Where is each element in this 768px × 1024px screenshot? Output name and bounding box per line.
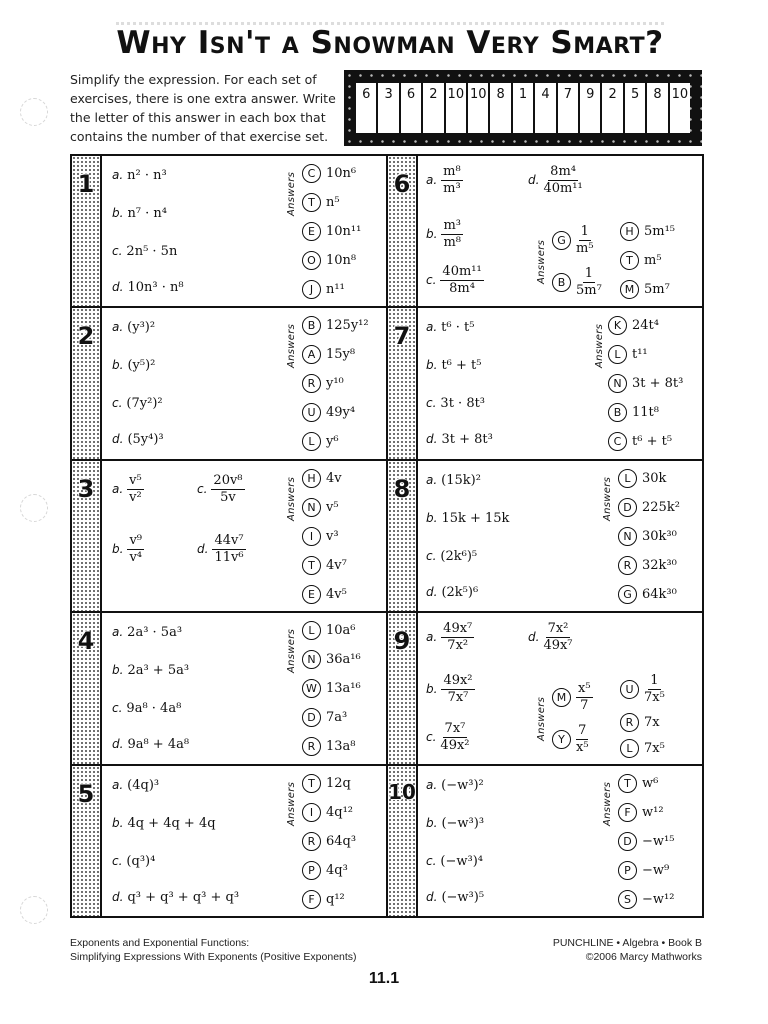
set-number-badge: 9 <box>388 613 418 763</box>
code-box[interactable]: 7 <box>558 83 578 133</box>
code-box[interactable]: 2 <box>602 83 622 133</box>
answers-label: Answers <box>594 324 605 369</box>
answer-choice[interactable]: T 4v⁷ <box>302 556 347 575</box>
answers-label: Answers <box>286 171 297 216</box>
answer-choice[interactable]: C 10n⁶ <box>302 164 356 183</box>
code-box[interactable]: 10 <box>468 83 488 133</box>
footer-publisher <box>553 936 702 964</box>
problem-d: d. 3t + 8t³ <box>426 432 493 448</box>
answers-label: Answers <box>602 781 613 826</box>
set-number-badge: 8 <box>388 461 418 611</box>
code-box[interactable]: 6 <box>401 83 421 133</box>
footer-topic-line1: Exponents and Exponential Functions: <box>70 937 250 949</box>
answer-choice[interactable]: D 7a³ <box>302 708 347 727</box>
answer-choice[interactable]: N v⁵ <box>302 498 339 517</box>
set-number-badge: 2 <box>72 308 102 458</box>
answer-choice[interactable]: T w⁶ <box>618 774 658 793</box>
worksheet-title: Why Isn't a Snowman Very Smart? <box>70 22 710 66</box>
answer-choice[interactable]: B $\frac{1}{\text{5m⁷}}$ <box>552 266 602 299</box>
answer-choice[interactable]: L t¹¹ <box>608 345 648 364</box>
answers-label: Answers <box>536 697 547 742</box>
problem-b: b. 2a³ + 5a³ <box>112 663 190 679</box>
footer-publisher-line1: PUNCHLINE • Algebra • Book B <box>552 937 702 949</box>
code-box[interactable]: 9 <box>580 83 600 133</box>
code-box[interactable]: 10 <box>446 83 466 133</box>
code-box[interactable]: 10 <box>670 83 690 133</box>
answer-choice[interactable]: L y⁶ <box>302 432 339 451</box>
exercise-set-4 <box>72 613 386 763</box>
answer-choice[interactable]: K 24t⁴ <box>608 316 659 335</box>
answer-choice[interactable]: I 4q¹² <box>302 803 353 822</box>
problem-b: b. (y⁵)² <box>112 358 156 374</box>
answer-code-frame <box>344 70 702 146</box>
code-box[interactable]: 3 <box>378 83 398 133</box>
code-box[interactable]: 8 <box>647 83 667 133</box>
problem-b: b. $\frac{\text{m³}}{\text{m⁸}}$ <box>426 218 461 250</box>
problem-b: b. t⁶ + t⁵ <box>426 358 482 374</box>
problem-c: c. 2n⁵ · 5n <box>112 244 178 259</box>
answer-choice[interactable]: T 12q <box>302 774 351 793</box>
code-box[interactable]: 2 <box>423 83 443 133</box>
answer-choice[interactable]: F w¹² <box>618 803 664 822</box>
problem-b: b. $\frac{\text{49x²}}{\text{7x⁷}}$ <box>426 673 473 706</box>
set-number-badge: 4 <box>72 613 102 763</box>
exercise-set-5 <box>72 766 386 916</box>
set-number-badge: 3 <box>72 461 102 611</box>
answer-choice[interactable]: R 13a⁸ <box>302 737 356 756</box>
problem-d: d. $\frac{\text{8m⁴}}{\text{40m¹¹}}$ <box>528 164 583 196</box>
problem-d: d. (2k⁵)⁶ <box>426 584 479 600</box>
code-box[interactable]: 4 <box>535 83 555 133</box>
code-box[interactable]: 1 <box>513 83 533 133</box>
set-number-badge: 10 <box>388 766 418 916</box>
set-number-badge: 6 <box>388 156 418 306</box>
answer-choice[interactable]: G 64k³⁰ <box>618 585 677 604</box>
answer-choice[interactable]: T n⁵ <box>302 193 340 212</box>
answer-choice[interactable]: T m⁵ <box>620 251 662 270</box>
problem-d: d. q³ + q³ + q³ + q³ <box>112 889 240 905</box>
answer-choice[interactable]: N 3t + 8t³ <box>608 374 683 393</box>
set-number-badge: 7 <box>388 308 418 458</box>
problem-d: d. (5y⁴)³ <box>112 432 164 448</box>
answer-choice[interactable]: M 5m⁷ <box>620 280 670 299</box>
problem-a: a. (−w³)² <box>426 777 484 793</box>
hole-punch-top <box>20 98 48 126</box>
answer-choice[interactable]: P −w⁹ <box>618 861 669 880</box>
answer-choice[interactable]: P 4q³ <box>302 861 348 880</box>
code-box[interactable]: 6 <box>356 83 376 133</box>
answer-choice[interactable]: C t⁶ + t⁵ <box>608 432 672 451</box>
problem-a: a. (15k)² <box>426 472 481 488</box>
answer-choice[interactable]: U $\frac{1}{\text{7x⁵}}$ <box>620 673 665 706</box>
code-box[interactable]: 5 <box>625 83 645 133</box>
answer-choice[interactable]: O 10n⁸ <box>302 251 356 270</box>
set-number-badge: 5 <box>72 766 102 916</box>
answer-choice[interactable]: D 225k² <box>618 498 680 517</box>
answer-choice[interactable]: L 10a⁶ <box>302 621 356 640</box>
problem-a: a. n² · n³ <box>112 168 167 183</box>
problem-a: a. $\frac{\text{m⁸}}{\text{m³}}$ <box>426 164 461 196</box>
answer-choice[interactable]: B 125y¹² <box>302 316 369 335</box>
problem-c: c. $\frac{\text{7x⁷}}{\text{49x²}}$ <box>426 721 470 754</box>
exercise-set-2 <box>72 308 386 458</box>
footer-copyright: ©2006 Marcy Mathworks <box>585 951 702 963</box>
answers-label: Answers <box>286 476 297 521</box>
exercise-grid <box>70 154 704 918</box>
problem-d: d. $\frac{\text{44v⁷}}{\text{11v⁶}}$ <box>197 532 244 565</box>
problem-b: b. 4q + 4q + 4q <box>112 815 216 831</box>
answer-choice[interactable]: H 4v <box>302 469 342 488</box>
problem-d: d. 10n³ · n⁸ <box>112 280 184 295</box>
exercise-set-9 <box>388 613 702 763</box>
hole-punch-middle <box>20 494 48 522</box>
answers-label: Answers <box>286 629 297 674</box>
set-number-badge: 1 <box>72 156 102 306</box>
answer-choice[interactable]: M $\frac{\text{x⁵}}{7}$ <box>552 681 593 714</box>
problem-a: a. t⁶ · t⁵ <box>426 320 475 336</box>
problem-c: c. (7y²)² <box>112 396 163 412</box>
problem-b: b. n⁷ · n⁴ <box>112 206 168 221</box>
answers-label: Answers <box>286 324 297 369</box>
answer-choice[interactable]: E 4v⁵ <box>302 585 347 604</box>
answer-choice[interactable]: U 49y⁴ <box>302 403 355 422</box>
problem-a: a. (4q)³ <box>112 777 160 793</box>
exercise-set-1 <box>72 156 386 306</box>
problem-a: a. 2a³ · 5a³ <box>112 625 183 641</box>
exercise-set-8 <box>388 461 702 611</box>
page-number: 11.1 <box>368 970 400 987</box>
code-box[interactable]: 8 <box>490 83 510 133</box>
answer-choice[interactable]: R y¹⁰ <box>302 374 344 393</box>
answer-choice[interactable]: A 15y⁸ <box>302 345 355 364</box>
problem-a: a. $\frac{\text{49x⁷}}{\text{7x²}}$ <box>426 621 473 654</box>
answer-choice[interactable]: E 10n¹¹ <box>302 222 361 241</box>
problem-c: c. 9a⁸ · 4a⁸ <box>112 701 182 717</box>
problem-c: c. $\frac{\text{20v⁸}}{5v}$ <box>197 472 243 505</box>
answer-choice[interactable]: N 30k³⁰ <box>618 527 677 546</box>
answer-choice[interactable]: R 7x <box>620 713 660 732</box>
problem-d: d. $\frac{\text{7x²}}{\text{49x⁷}}$ <box>528 621 573 654</box>
exercise-set-7 <box>388 308 702 458</box>
answer-code-row <box>356 83 690 133</box>
footer-topic-line2: Simplifying Expressions With Exponents (Positive Exponents) <box>70 951 357 963</box>
problem-c: c. $\frac{\text{40m¹¹}}{\text{8m⁴}}$ <box>426 264 482 296</box>
problem-c: c. 3t · 8t³ <box>426 396 486 412</box>
problem-d: d. 9a⁸ + 4a⁸ <box>112 737 190 753</box>
answers-label: Answers <box>602 476 613 521</box>
answer-choice[interactable]: B 11t⁸ <box>608 403 659 422</box>
exercise-set-10 <box>388 766 702 916</box>
answer-choice[interactable]: R 32k³⁰ <box>618 556 677 575</box>
problem-a: a. $\frac{\text{v⁵}}{\text{v²}}$ <box>112 472 142 505</box>
problem-b: b. $\frac{\text{v⁹}}{\text{v⁴}}$ <box>112 532 142 565</box>
answer-choice[interactable]: F q¹² <box>302 890 345 909</box>
answer-choice[interactable]: D −w¹⁵ <box>618 832 674 851</box>
answers-label: Answers <box>536 239 547 284</box>
exercise-set-6 <box>388 156 702 306</box>
problem-c: c. (−w³)⁴ <box>426 853 484 869</box>
answer-choice[interactable]: G $\frac{1}{\text{m⁵}}$ <box>552 224 594 257</box>
answer-choice[interactable]: R 64q³ <box>302 832 356 851</box>
answer-choice[interactable]: I v³ <box>302 527 339 546</box>
answer-choice[interactable]: L 7x⁵ <box>620 739 665 758</box>
answers-label: Answers <box>286 781 297 826</box>
hole-punch-bottom <box>20 896 48 924</box>
footer-topic <box>70 936 357 964</box>
problem-c: c. (2k⁶)⁵ <box>426 548 478 564</box>
exercise-set-3 <box>72 461 386 611</box>
answer-choice[interactable]: H 5m¹⁵ <box>620 222 675 241</box>
problem-a: a. (y³)² <box>112 320 156 336</box>
answer-choice[interactable]: Y $\frac{7}{\text{x⁵}}$ <box>552 723 589 756</box>
answer-choice[interactable]: N 36a¹⁶ <box>302 650 361 669</box>
instructions-text: Simplify the expression. For each set of exercises, there is one extra answer. Write the letter of this answer in each box that contains the number of that exercise set. <box>70 72 336 144</box>
answer-choice[interactable]: J n¹¹ <box>302 280 345 299</box>
problem-d: d. (−w³)⁵ <box>426 889 485 905</box>
problem-b: b. 15k + 15k <box>426 510 510 526</box>
problem-c: c. (q³)⁴ <box>112 853 156 869</box>
answer-choice[interactable]: W 13a¹⁶ <box>302 679 361 698</box>
answer-choice[interactable]: L 30k <box>618 469 666 488</box>
problem-b: b. (−w³)³ <box>426 815 485 831</box>
answer-choice[interactable]: S −w¹² <box>618 890 674 909</box>
